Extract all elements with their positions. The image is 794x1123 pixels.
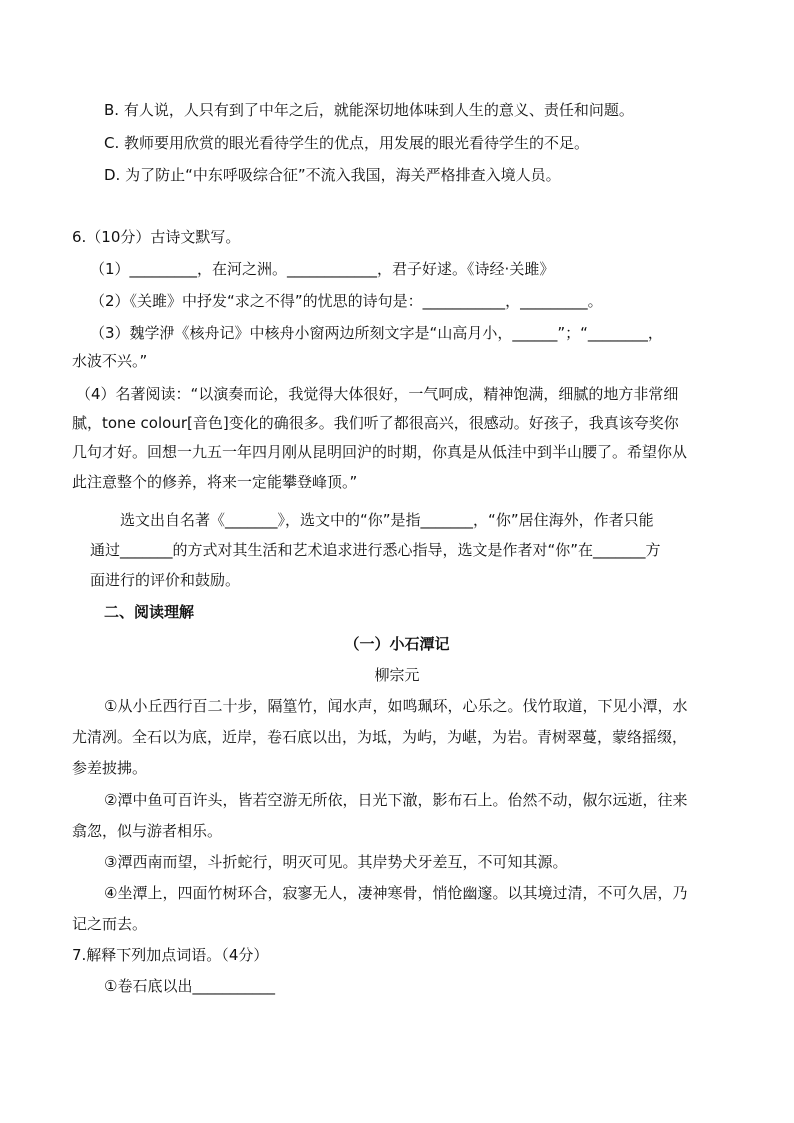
passage-p4b: 记之而去。 bbox=[72, 915, 148, 933]
section-heading: 二、阅读理解 bbox=[104, 603, 195, 621]
q7-item-1: ①卷石底以出___________ bbox=[104, 977, 275, 995]
q6-title: 6.（10分）古诗文默写。 bbox=[72, 228, 241, 246]
q6-line-4a: （4）名著阅读：“以演奏而论，我觉得大体很好，一气呵成，精神饱满，细腻的地方非常细 bbox=[76, 385, 679, 403]
q6-line-1: （1）_________，在河之洲。____________，君子好逑。《诗经·关雎》 bbox=[90, 260, 555, 278]
q6-line-4c: 几句才好。回想一九五一年四月刚从昆明回沪的时期，你真是从低洼中到半山腰了。希望你从 bbox=[72, 443, 688, 461]
q6-sentence-1: 选文出自名著《_______》，选文中的“你”是指_______，“你”居住海外，作者只能 bbox=[120, 511, 654, 529]
q6-line-3b: 水波不兴。” bbox=[72, 352, 148, 370]
q6-line-4d: 此注意整个的修养，将来一定能攀登峰顶。” bbox=[72, 473, 358, 491]
passage-p2b: 翕忽，似与游者相乐。 bbox=[72, 822, 223, 840]
passage-author: 柳宗元 bbox=[374, 666, 420, 684]
q6-line-3: （3）魏学洢《核舟记》中核舟小窗两边所刻文字是“山高月小，______”；“________， bbox=[90, 324, 663, 342]
passage-p4a: ④坐潭上，四面竹树环合，寂寥无人，凄神寒骨，悄怆幽邃。以其境过清，不可久居，乃 bbox=[104, 884, 688, 902]
q7-title: 7.解释下列加点词语。（4分） bbox=[72, 946, 269, 964]
option-b: B. 有人说，人只有到了中年之后，就能深切地体味到人生的意义、责任和问题。 bbox=[104, 101, 634, 119]
passage-title: （一）小石潭记 bbox=[344, 635, 450, 653]
q6-line-2: （2）《关雎》中抒发“求之不得”的忧思的诗句是：___________，_________。 bbox=[90, 292, 603, 310]
passage-p1a: ①从小丘西行百二十步，隔篁竹，闻水声，如鸣珮环，心乐之。伐竹取道，下见小潭，水 bbox=[104, 697, 688, 715]
q6-sentence-3: 面进行的评价和鼓励。 bbox=[90, 571, 241, 589]
passage-p2a: ②潭中鱼可百许头，皆若空游无所依，日光下澈，影布石上。佁然不动，俶尔远逝，往来 bbox=[104, 791, 688, 809]
q6-line-4b: 腻，tone colour[音色]变化的确很多。我们听了都很高兴，很感动。好孩子，我真该夸奖你 bbox=[72, 414, 679, 432]
option-d: D. 为了防止“中东呼吸综合征”不流入我国，海关严格排查入境人员。 bbox=[104, 166, 561, 184]
q6-sentence-2: 通过_______的方式对其生活和艺术追求进行悉心指导，选文是作者对“你”在_______方 bbox=[90, 541, 661, 559]
option-c: C. 教师要用欣赏的眼光看待学生的优点，用发展的眼光看待学生的不足。 bbox=[104, 134, 590, 152]
passage-p3: ③潭西南而望，斗折蛇行，明灭可见。其岸势犬牙差互，不可知其源。 bbox=[104, 853, 568, 871]
passage-p1b: 尤清冽。全石以为底，近岸，卷石底以出，为坻，为屿，为嵁，为岩。青树翠蔓，蒙络摇缀， bbox=[72, 728, 688, 746]
passage-p1c: 参差披拂。 bbox=[72, 759, 148, 777]
